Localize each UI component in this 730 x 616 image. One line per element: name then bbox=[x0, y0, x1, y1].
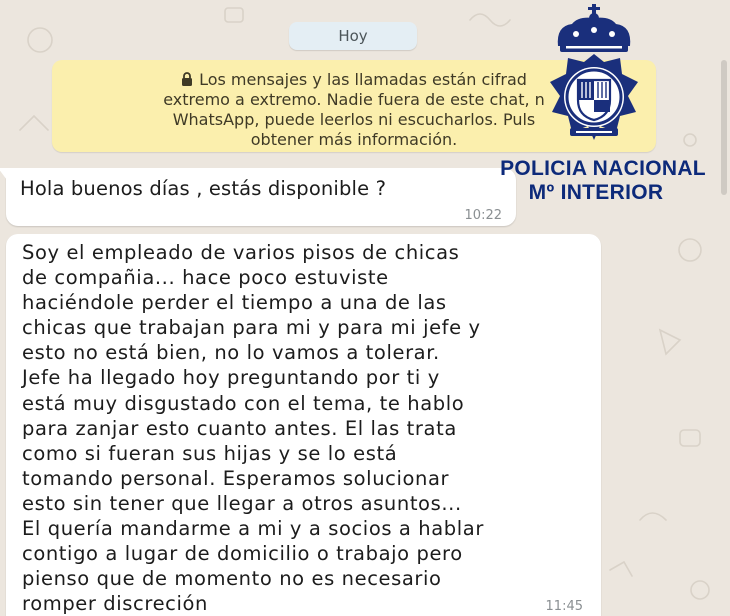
message-line: Hola buenos días , estás disponible ? bbox=[20, 177, 387, 200]
encryption-notice-line: WhatsApp, puede leerlos ni escucharlos. Puls bbox=[172, 110, 536, 129]
message-text bbox=[20, 176, 386, 202]
watermark-title: POLICIA NACIONAL bbox=[500, 157, 706, 180]
message-line: para zanjar esto cuanto antes. El las trata bbox=[22, 416, 457, 440]
message-timestamp: 11:45 bbox=[545, 599, 583, 614]
incoming-message-bubble[interactable] bbox=[6, 168, 516, 226]
incoming-message-bubble[interactable] bbox=[6, 234, 601, 616]
encryption-notice-line: extremo a extremo. Nadie fuera de este chat, n bbox=[163, 90, 545, 109]
message-line: Soy el empleado de varios pisos de chicas bbox=[22, 241, 460, 264]
message-text bbox=[22, 240, 484, 616]
message-line: está muy disgustado con el tema, te hablo bbox=[22, 391, 465, 415]
message-line: haciéndole perder el tiempo a una de las bbox=[22, 291, 447, 315]
lock-icon bbox=[181, 72, 193, 86]
message-line: esto sin tener que llegar a otros asuntos... bbox=[22, 491, 462, 515]
watermark-subtitle: Mº INTERIOR bbox=[528, 181, 664, 204]
message-line: romper discreción bbox=[22, 592, 208, 616]
encryption-notice-line: Los mensajes y las llamadas están cifrad bbox=[52, 70, 656, 90]
message-timestamp: 10:22 bbox=[464, 208, 502, 223]
message-line: como si fueran sus hijas y se lo está bbox=[22, 441, 398, 465]
message-line: chicas que trabajan para mi y para mi jefe y bbox=[22, 316, 481, 340]
message-line: Jefe ha llegado hoy preguntando por ti y bbox=[22, 366, 440, 390]
message-line: contigo a lugar de domicilio o trabajo pero bbox=[22, 542, 463, 566]
message-line: de compañia... hace poco estuviste bbox=[22, 266, 389, 290]
date-divider-label: Hoy bbox=[338, 27, 368, 45]
encryption-notice-line: obtener más información. bbox=[250, 130, 458, 149]
message-line: esto no está bien, no lo vamos a tolerar. bbox=[22, 341, 440, 365]
bubble-tail bbox=[0, 168, 7, 180]
message-line: tomando personal. Esperamos solucionar bbox=[22, 466, 450, 490]
date-divider-chip bbox=[289, 22, 417, 50]
police-badge-icon bbox=[536, 2, 652, 158]
message-line: pienso que de momento no es necesario bbox=[22, 567, 442, 591]
policia-nacional-watermark bbox=[478, 2, 728, 212]
message-line: El quería mandarme a mi y a socios a hablar bbox=[22, 517, 484, 541]
